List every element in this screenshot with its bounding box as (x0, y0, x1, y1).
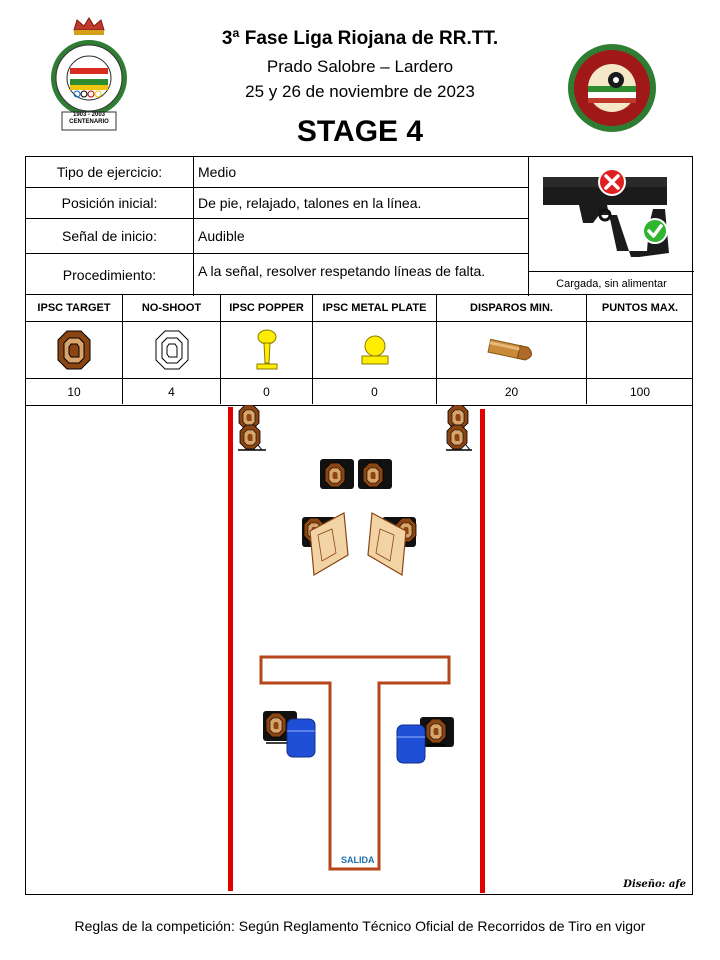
check-icon (641, 217, 669, 245)
target-header: IPSC TARGET (26, 294, 122, 322)
gun-condition-caption: Cargada, sin alimentar (529, 271, 694, 296)
target-header: IPSC POPPER (221, 294, 312, 322)
info-row (26, 157, 528, 188)
popper-icon (254, 329, 280, 371)
date-text: 25 y 26 de noviembre de 2023 (245, 82, 475, 101)
ipsc-target-icon (57, 330, 91, 370)
target-count: 20 (504, 384, 519, 399)
info-label: Posición inicial: (26, 188, 194, 218)
target-count: 0 (371, 384, 378, 399)
no-shoot-icon (155, 330, 189, 370)
target-column (26, 294, 123, 404)
target-barrel-left (263, 711, 315, 757)
info-label: Señal de inicio: (26, 219, 194, 253)
target-header: IPSC METAL PLATE (313, 294, 436, 322)
target-noshoot-left (302, 513, 348, 575)
target-count: 0 (263, 384, 270, 399)
start-position-label: SALIDA (341, 855, 375, 865)
info-value: Audible (198, 228, 245, 244)
federation-logo-caption: 1903 - 2003 CENTENARIO (69, 112, 109, 125)
target-noshoot-right (368, 513, 416, 575)
target-header: DISPAROS MIN. (437, 294, 586, 322)
right-fault-line (480, 409, 485, 893)
competition-rules-footer: Reglas de la competición: Según Reglamento Técnico Oficial de Recorridos de Tiro en vigor (74, 918, 646, 934)
target-column (587, 294, 693, 404)
designer-signature: Diseño: afe (623, 879, 686, 890)
info-row (26, 254, 528, 296)
cross-icon (597, 167, 627, 197)
target-group-center (320, 459, 392, 489)
stage-diagram (25, 405, 693, 895)
target-group-left (238, 405, 266, 450)
info-value: A la señal, resolver respetando líneas de falta. (198, 263, 486, 279)
info-row (26, 219, 528, 254)
metal-plate-icon (360, 334, 390, 366)
left-fault-line (228, 407, 233, 891)
gun-condition-box (528, 157, 694, 296)
info-label: Procedimiento: (26, 254, 194, 296)
target-count: 100 (629, 384, 651, 399)
targets-summary-table (25, 294, 693, 406)
exercise-info-table (25, 156, 693, 295)
target-header: PUNTOS MAX. (587, 294, 693, 322)
stage-title: STAGE 4 (296, 115, 424, 148)
target-count: 4 (168, 384, 175, 399)
info-label: Tipo de ejercicio: (26, 157, 194, 187)
target-header: NO-SHOOT (123, 294, 220, 322)
target-column (313, 294, 437, 404)
page-title: 3ª Fase Liga Riojana de RR.TT. (221, 28, 499, 49)
target-column (221, 294, 313, 404)
venue-text: Prado Salobre – Lardero (266, 57, 454, 76)
info-value: Medio (198, 164, 237, 180)
target-count: 10 (67, 384, 81, 399)
target-barrel-right (397, 717, 454, 763)
target-group-right (446, 405, 472, 450)
bullet-icon (485, 335, 539, 365)
info-row (26, 188, 528, 219)
target-column (437, 294, 587, 404)
info-value: De pie, relajado, talones en la línea. (198, 195, 422, 211)
target-column (123, 294, 221, 404)
